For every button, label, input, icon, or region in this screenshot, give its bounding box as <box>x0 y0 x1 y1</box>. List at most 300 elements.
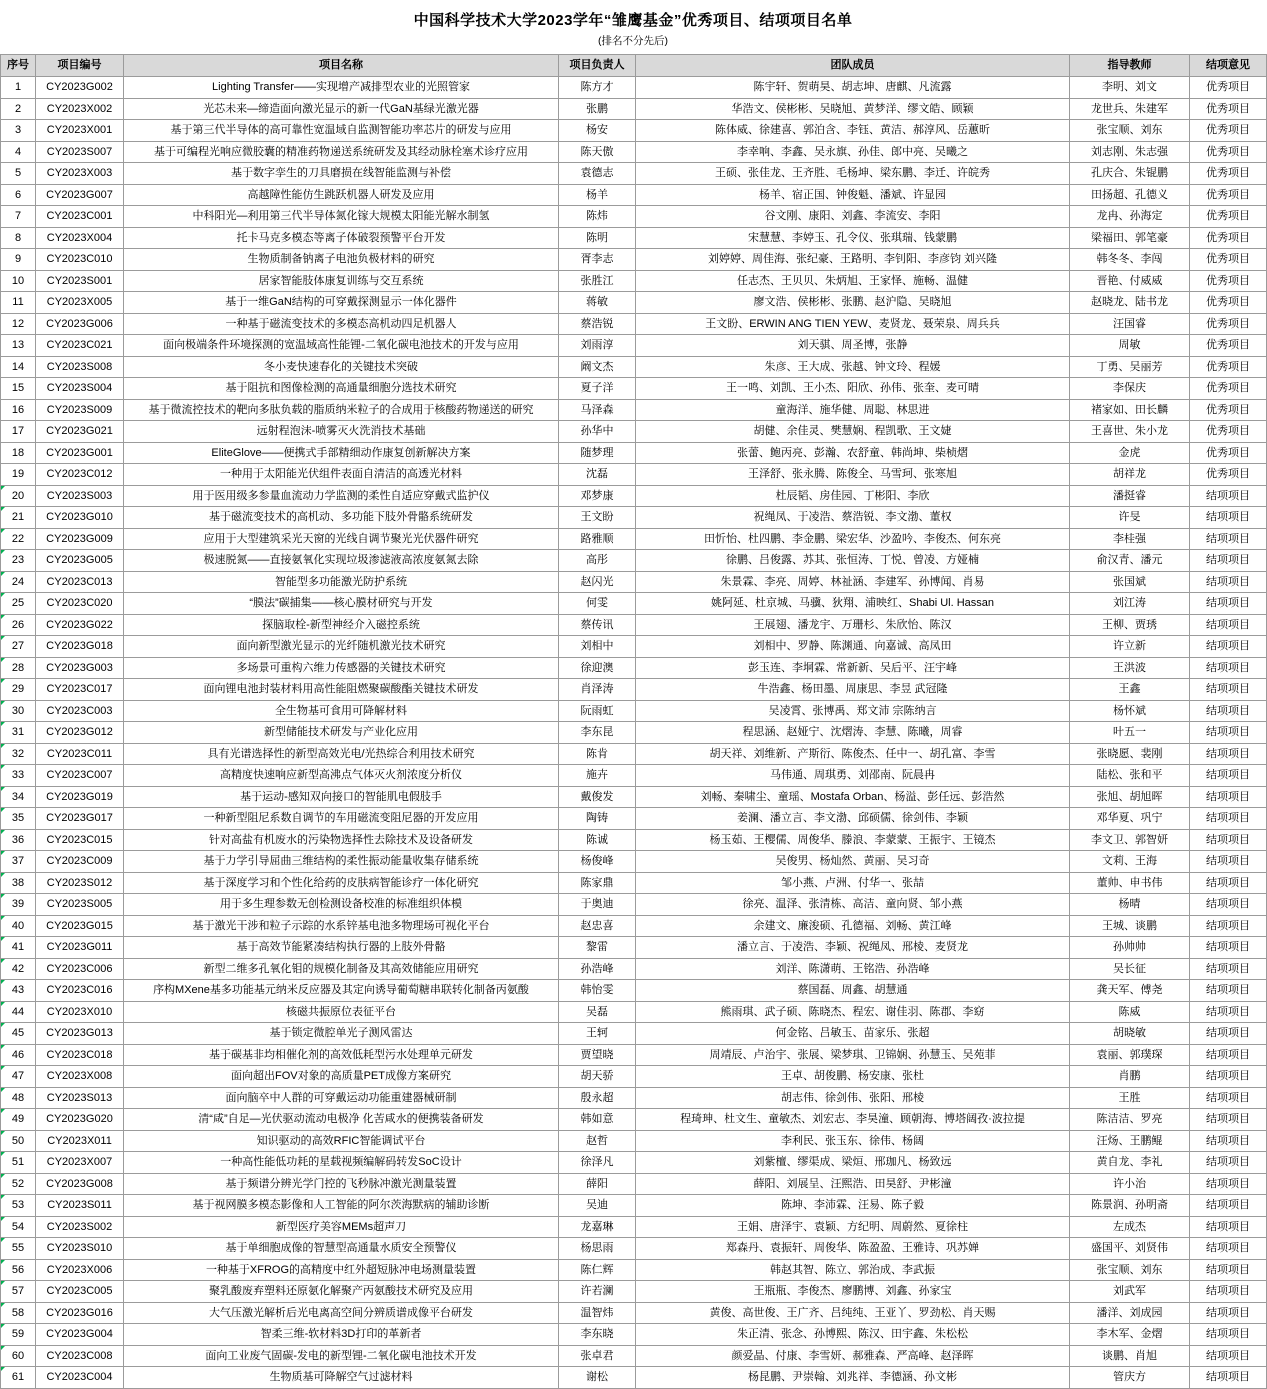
cell-project-name: 一种基于XFROG的高精度中红外超短脉冲电场测量装置 <box>124 1259 559 1281</box>
cell-advisors: 吴长征 <box>1070 958 1190 980</box>
cell-advisors: 龙冉、孙海定 <box>1070 206 1190 228</box>
table-row <box>1 1044 1267 1066</box>
cell-index: 29 <box>1 679 36 701</box>
cell-index: 58 <box>1 1302 36 1324</box>
cell-project-name: 面向锂电池封装材料用高性能阻燃聚碳酸酯关键技术研发 <box>124 679 559 701</box>
cell-opinion: 优秀项目 <box>1190 356 1267 378</box>
cell-opinion: 结项项目 <box>1190 657 1267 679</box>
cell-leader: 薛阳 <box>559 1173 636 1195</box>
cell-project-id: CY2023G003 <box>36 657 124 679</box>
cell-project-id: CY2023G005 <box>36 550 124 572</box>
cell-opinion: 结项项目 <box>1190 614 1267 636</box>
cell-project-id: CY2023G021 <box>36 421 124 443</box>
cell-members: 程琦珅、杜文生、童敏杰、刘宏志、李昊潼、顾朝海、博塔阔孜·波拉提 <box>636 1109 1070 1131</box>
cell-project-name: 远射程泡沫-喷雾灭火洗消技术基础 <box>124 421 559 443</box>
table-row <box>1 700 1267 722</box>
cell-opinion: 结项项目 <box>1190 1345 1267 1367</box>
cell-index: 7 <box>1 206 36 228</box>
cell-index: 44 <box>1 1001 36 1023</box>
cell-project-id: CY2023S008 <box>36 356 124 378</box>
cell-leader: 陈明 <box>559 227 636 249</box>
cell-index: 45 <box>1 1023 36 1045</box>
cell-opinion: 结项项目 <box>1190 571 1267 593</box>
cell-advisors: 张宝顺、刘东 <box>1070 1259 1190 1281</box>
cell-advisors: 许旻 <box>1070 507 1190 529</box>
table-row <box>1 657 1267 679</box>
cell-members: 刘洋、陈潇萌、王铭浩、孙浩峰 <box>636 958 1070 980</box>
cell-members: 黄俊、高世俊、王广齐、吕纯纯、王亚丫、罗劲松、肖天赐 <box>636 1302 1070 1324</box>
cell-members: 杨羊、宿正国、钟俊魁、潘斌、许显园 <box>636 184 1070 206</box>
cell-leader: 杨思雨 <box>559 1238 636 1260</box>
cell-project-id: CY2023S009 <box>36 399 124 421</box>
cell-opinion: 优秀项目 <box>1190 399 1267 421</box>
table-row <box>1 313 1267 335</box>
cell-leader: 刘相中 <box>559 636 636 658</box>
cell-index: 59 <box>1 1324 36 1346</box>
cell-leader: 孙浩峰 <box>559 958 636 980</box>
cell-leader: 随梦理 <box>559 442 636 464</box>
cell-index: 48 <box>1 1087 36 1109</box>
cell-project-id: CY2023X002 <box>36 98 124 120</box>
cell-opinion: 优秀项目 <box>1190 313 1267 335</box>
cell-leader: 张鹏 <box>559 98 636 120</box>
cell-opinion: 优秀项目 <box>1190 464 1267 486</box>
table-row <box>1 915 1267 937</box>
document-header <box>0 0 1266 54</box>
cell-opinion: 结项项目 <box>1190 1195 1267 1217</box>
cell-project-name: 面向脑卒中人群的可穿戴运动功能重建器械研制 <box>124 1087 559 1109</box>
cell-members: 陈坤、李沛霖、汪易、陈子毅 <box>636 1195 1070 1217</box>
cell-project-id: CY2023X008 <box>36 1066 124 1088</box>
cell-opinion: 结项项目 <box>1190 872 1267 894</box>
cell-index: 11 <box>1 292 36 314</box>
cell-project-id: CY2023G010 <box>36 507 124 529</box>
table-row <box>1 1130 1267 1152</box>
cell-advisors: 陈威 <box>1070 1001 1190 1023</box>
cell-index: 4 <box>1 141 36 163</box>
cell-leader: 许若澜 <box>559 1281 636 1303</box>
cell-leader: 路雅顺 <box>559 528 636 550</box>
cell-project-id: CY2023C012 <box>36 464 124 486</box>
cell-index: 6 <box>1 184 36 206</box>
cell-project-id: CY2023G011 <box>36 937 124 959</box>
col-header-advisors: 指导教师 <box>1070 55 1190 77</box>
cell-advisors: 王洪波 <box>1070 657 1190 679</box>
cell-project-name: 基于数字孪生的刀具磨损在线智能监测与补偿 <box>124 163 559 185</box>
table-row <box>1 249 1267 271</box>
cell-project-id: CY2023S005 <box>36 894 124 916</box>
cell-opinion: 结项项目 <box>1190 980 1267 1002</box>
cell-leader: 刘雨淳 <box>559 335 636 357</box>
table-row <box>1 1281 1267 1303</box>
cell-advisors: 王鑫 <box>1070 679 1190 701</box>
cell-opinion: 优秀项目 <box>1190 292 1267 314</box>
cell-leader: 袁德志 <box>559 163 636 185</box>
cell-advisors: 刘武军 <box>1070 1281 1190 1303</box>
cell-advisors: 肖鹏 <box>1070 1066 1190 1088</box>
cell-project-name: 基于阻抗和图像检测的高通量细胞分选技术研究 <box>124 378 559 400</box>
cell-index: 37 <box>1 851 36 873</box>
cell-leader: 肖泽涛 <box>559 679 636 701</box>
table-row <box>1 464 1267 486</box>
cell-advisors: 金虎 <box>1070 442 1190 464</box>
cell-index: 12 <box>1 313 36 335</box>
cell-leader: 韩怡雯 <box>559 980 636 1002</box>
cell-project-id: CY2023C001 <box>36 206 124 228</box>
table-row <box>1 1216 1267 1238</box>
cell-project-name: 大气压激光解析后光电离高空间分辨质谱成像平台研发 <box>124 1302 559 1324</box>
cell-project-id: CY2023X005 <box>36 292 124 314</box>
cell-project-name: 知识驱动的高效RFIC智能调试平台 <box>124 1130 559 1152</box>
cell-project-id: CY2023C013 <box>36 571 124 593</box>
cell-opinion: 结项项目 <box>1190 1001 1267 1023</box>
cell-opinion: 结项项目 <box>1190 958 1267 980</box>
cell-project-name: 中科阳光—利用第三代半导体氮化镓大规模太阳能光解水制氢 <box>124 206 559 228</box>
cell-project-id: CY2023C006 <box>36 958 124 980</box>
cell-advisors: 杨晴 <box>1070 894 1190 916</box>
cell-advisors: 孙帅帅 <box>1070 937 1190 959</box>
cell-advisors: 陈洁洁、罗亮 <box>1070 1109 1190 1131</box>
cell-project-name: 基于微流控技术的靶向多肽负载的脂质纳米粒子的合成用于核酸药物递送的研究 <box>124 399 559 421</box>
cell-leader: 戴俊发 <box>559 786 636 808</box>
cell-index: 40 <box>1 915 36 937</box>
cell-index: 55 <box>1 1238 36 1260</box>
cell-project-id: CY2023X007 <box>36 1152 124 1174</box>
cell-leader: 陈仁辉 <box>559 1259 636 1281</box>
cell-project-id: CY2023S011 <box>36 1195 124 1217</box>
cell-leader: 蔡浩锐 <box>559 313 636 335</box>
cell-opinion: 结项项目 <box>1190 1109 1267 1131</box>
cell-opinion: 结项项目 <box>1190 829 1267 851</box>
cell-opinion: 优秀项目 <box>1190 206 1267 228</box>
table-body <box>1 77 1267 1389</box>
cell-leader: 陈方才 <box>559 77 636 99</box>
table-row <box>1 614 1267 636</box>
cell-members: 彭玉连、李垌霖、常新新、吴后平、汪宇峰 <box>636 657 1070 679</box>
cell-advisors: 王城、谈鹏 <box>1070 915 1190 937</box>
cell-project-name: 基于深度学习和个性化给药的皮肤病智能诊疗一体化研究 <box>124 872 559 894</box>
cell-members: 杜辰韬、房佳园、丁彬阳、李欣 <box>636 485 1070 507</box>
cell-index: 38 <box>1 872 36 894</box>
cell-opinion: 结项项目 <box>1190 1130 1267 1152</box>
cell-members: 徐鹏、吕俊露、苏其、张恒涛、丁悦、曾凌、方娅楠 <box>636 550 1070 572</box>
cell-leader: 阮雨虹 <box>559 700 636 722</box>
cell-advisors: 丁勇、吴丽芳 <box>1070 356 1190 378</box>
cell-members: 刘相中、罗静、陈渊通、向嘉诚、高凤田 <box>636 636 1070 658</box>
cell-project-id: CY2023C004 <box>36 1367 124 1389</box>
table-row <box>1 1238 1267 1260</box>
cell-advisors: 盛国平、刘贤伟 <box>1070 1238 1190 1260</box>
cell-advisors: 张旭、胡旭晖 <box>1070 786 1190 808</box>
cell-advisors: 孔庆合、朱锟鹏 <box>1070 163 1190 185</box>
cell-project-name: 智能型多功能激光防护系统 <box>124 571 559 593</box>
cell-members: 刘婷婷、周佳海、张纪豪、王路明、李钊阳、李彦钧 刘兴隆 <box>636 249 1070 271</box>
cell-project-name: 一种用于太阳能光伏组件表面自清洁的高透光材料 <box>124 464 559 486</box>
cell-opinion: 结项项目 <box>1190 507 1267 529</box>
table-row <box>1 636 1267 658</box>
cell-members: 胡天祥、刘维新、产斯衍、陈俊杰、任中一、胡孔富、李雪 <box>636 743 1070 765</box>
cell-opinion: 结项项目 <box>1190 743 1267 765</box>
table-row <box>1 1302 1267 1324</box>
cell-members: 薛阳、刘展呈、汪熙浩、田昊舒、尹彬潼 <box>636 1173 1070 1195</box>
cell-project-id: CY2023S012 <box>36 872 124 894</box>
cell-advisors: 叶五一 <box>1070 722 1190 744</box>
cell-members: 徐亮、温泽、张清栋、高洁、童向贤、邹小燕 <box>636 894 1070 916</box>
cell-project-id: CY2023C008 <box>36 1345 124 1367</box>
table-row <box>1 958 1267 980</box>
cell-project-id: CY2023C018 <box>36 1044 124 1066</box>
cell-project-name: 多场景可重构六维力传感器的关键技术研究 <box>124 657 559 679</box>
cell-project-name: 清“咸”自足—光伏驱动流动电极净 化苦咸水的便携装备研发 <box>124 1109 559 1131</box>
cell-opinion: 结项项目 <box>1190 1023 1267 1045</box>
cell-leader: 赵哲 <box>559 1130 636 1152</box>
cell-leader: 陈炜 <box>559 206 636 228</box>
cell-advisors: 李桂强 <box>1070 528 1190 550</box>
cell-project-name: 基于运动-感知双向接口的智能肌电假肢手 <box>124 786 559 808</box>
cell-project-id: CY2023C007 <box>36 765 124 787</box>
cell-members: 王一鸣、刘凯、王小杰、阳欣、孙伟、张奎、麦可晴 <box>636 378 1070 400</box>
cell-advisors: 李明、刘文 <box>1070 77 1190 99</box>
table-row <box>1 227 1267 249</box>
cell-members: 吴凌霄、张博禹、郑文沛 宗陈纳言 <box>636 700 1070 722</box>
cell-leader: 胥李志 <box>559 249 636 271</box>
cell-project-id: CY2023S004 <box>36 378 124 400</box>
cell-opinion: 结项项目 <box>1190 1152 1267 1174</box>
cell-opinion: 结项项目 <box>1190 786 1267 808</box>
cell-index: 16 <box>1 399 36 421</box>
cell-opinion: 结项项目 <box>1190 851 1267 873</box>
cell-advisors: 胡晓敏 <box>1070 1023 1190 1045</box>
cell-opinion: 优秀项目 <box>1190 120 1267 142</box>
cell-index: 53 <box>1 1195 36 1217</box>
cell-project-name: 新型二维多孔氧化钼的规模化制备及其高效储能应用研究 <box>124 958 559 980</box>
cell-opinion: 优秀项目 <box>1190 98 1267 120</box>
table-row <box>1 1087 1267 1109</box>
cell-opinion: 优秀项目 <box>1190 227 1267 249</box>
cell-members: 马伟通、周琪勇、刘邵南、阮晨冉 <box>636 765 1070 787</box>
cell-leader: 吴磊 <box>559 1001 636 1023</box>
cell-advisors: 张国斌 <box>1070 571 1190 593</box>
cell-project-name: 极速脱氮——直接氨氧化实现垃圾渗滤液高浓度氨氮去除 <box>124 550 559 572</box>
cell-advisors: 李木军、金熠 <box>1070 1324 1190 1346</box>
cell-advisors: 董帅、申书伟 <box>1070 872 1190 894</box>
cell-index: 49 <box>1 1109 36 1131</box>
cell-project-name: 居家智能肢体康复训练与交互系统 <box>124 270 559 292</box>
cell-project-name: 新型储能技术研发与产业化应用 <box>124 722 559 744</box>
table-row <box>1 1367 1267 1389</box>
cell-opinion: 结项项目 <box>1190 593 1267 615</box>
table-row <box>1 894 1267 916</box>
cell-leader: 吴迪 <box>559 1195 636 1217</box>
cell-project-id: CY2023C010 <box>36 249 124 271</box>
cell-opinion: 优秀项目 <box>1190 335 1267 357</box>
cell-project-id: CY2023C005 <box>36 1281 124 1303</box>
cell-members: 熊雨琪、武子硕、陈晓杰、程宏、谢佳羽、陈郡、李窈 <box>636 1001 1070 1023</box>
cell-leader: 陶铸 <box>559 808 636 830</box>
cell-index: 54 <box>1 1216 36 1238</box>
cell-index: 26 <box>1 614 36 636</box>
cell-opinion: 结项项目 <box>1190 1044 1267 1066</box>
cell-project-id: CY2023G019 <box>36 786 124 808</box>
cell-index: 35 <box>1 808 36 830</box>
cell-members: 胡健、余佳灵、樊慧娴、程凯歌、王文婕 <box>636 421 1070 443</box>
cell-opinion: 结项项目 <box>1190 1238 1267 1260</box>
cell-project-name: 用于多生理参数无创检测设备校准的标准组织体模 <box>124 894 559 916</box>
table-row <box>1 292 1267 314</box>
cell-project-name: “膜法”碳捕集——核心膜材研究与开发 <box>124 593 559 615</box>
cell-members: 周靖辰、卢治宇、张展、梁梦琪、卫锦娴、孙慧玉、吴苑菲 <box>636 1044 1070 1066</box>
cell-members: 何金铭、吕敏玉、苗家乐、张超 <box>636 1023 1070 1045</box>
cell-advisors: 左成杰 <box>1070 1216 1190 1238</box>
cell-project-id: CY2023C003 <box>36 700 124 722</box>
cell-project-id: CY2023C015 <box>36 829 124 851</box>
cell-index: 3 <box>1 120 36 142</box>
cell-index: 22 <box>1 528 36 550</box>
cell-project-id: CY2023G015 <box>36 915 124 937</box>
cell-leader: 张胜江 <box>559 270 636 292</box>
cell-leader: 胡天骄 <box>559 1066 636 1088</box>
table-row <box>1 141 1267 163</box>
cell-members: 田忻怡、杜四鹏、李金鹏、梁宏华、沙盈吟、李俊杰、何东亮 <box>636 528 1070 550</box>
cell-opinion: 结项项目 <box>1190 485 1267 507</box>
cell-members: 王硕、张佳龙、王齐胜、毛杨坤、梁东鹏、李迁、许皖秀 <box>636 163 1070 185</box>
page-title: 中国科学技术大学2023学年“雏鹰基金”优秀项目、结项项目名单 <box>413 12 853 29</box>
cell-advisors: 陈景润、孙明斋 <box>1070 1195 1190 1217</box>
cell-opinion: 结项项目 <box>1190 1216 1267 1238</box>
cell-members: 王瓶瓶、李俊杰、廖鹏博、刘鑫、孙家宝 <box>636 1281 1070 1303</box>
cell-leader: 何雯 <box>559 593 636 615</box>
cell-advisors: 褚家如、田长麟 <box>1070 399 1190 421</box>
cell-project-name: 基于碳基非均相催化剂的高效低耗型污水处理单元研发 <box>124 1044 559 1066</box>
cell-leader: 邓梦康 <box>559 485 636 507</box>
cell-leader: 杨羊 <box>559 184 636 206</box>
table-row <box>1 98 1267 120</box>
cell-opinion: 结项项目 <box>1190 722 1267 744</box>
cell-index: 33 <box>1 765 36 787</box>
table-row <box>1 808 1267 830</box>
cell-advisors: 胡祥龙 <box>1070 464 1190 486</box>
cell-leader: 徐迎澳 <box>559 657 636 679</box>
table-row <box>1 786 1267 808</box>
cell-members: 宋慧慧、李婷玉、孔令仪、张琪瑞、钱蒙鹏 <box>636 227 1070 249</box>
cell-opinion: 优秀项目 <box>1190 77 1267 99</box>
cell-advisors: 龚天军、傅尧 <box>1070 980 1190 1002</box>
table-row <box>1 550 1267 572</box>
cell-project-id: CY2023G001 <box>36 442 124 464</box>
cell-project-id: CY2023G016 <box>36 1302 124 1324</box>
cell-leader: 夏子洋 <box>559 378 636 400</box>
table-row <box>1 980 1267 1002</box>
cell-advisors: 俞汉青、潘元 <box>1070 550 1190 572</box>
cell-opinion: 结项项目 <box>1190 915 1267 937</box>
cell-opinion: 结项项目 <box>1190 1087 1267 1109</box>
cell-opinion: 优秀项目 <box>1190 442 1267 464</box>
cell-opinion: 结项项目 <box>1190 1259 1267 1281</box>
cell-members: 陈体威、徐建喜、郭泊含、李钰、黄洁、郝淳风、岳蕙昕 <box>636 120 1070 142</box>
table-row <box>1 442 1267 464</box>
cell-index: 31 <box>1 722 36 744</box>
cell-opinion: 优秀项目 <box>1190 249 1267 271</box>
cell-opinion: 结项项目 <box>1190 636 1267 658</box>
cell-index: 25 <box>1 593 36 615</box>
cell-project-id: CY2023G012 <box>36 722 124 744</box>
cell-index: 61 <box>1 1367 36 1389</box>
cell-members: 韩赵其智、陈立、郭治成、李武振 <box>636 1259 1070 1281</box>
col-header-members: 团队成员 <box>636 55 1070 77</box>
cell-advisors: 晋艳、付威威 <box>1070 270 1190 292</box>
cell-advisors: 刘志刚、朱志强 <box>1070 141 1190 163</box>
cell-project-name: 基于单细胞成像的智慧型高通量水质安全预警仪 <box>124 1238 559 1260</box>
cell-advisors: 田扬超、孔德义 <box>1070 184 1190 206</box>
cell-advisors: 陆松、张和平 <box>1070 765 1190 787</box>
cell-leader: 高彤 <box>559 550 636 572</box>
cell-index: 13 <box>1 335 36 357</box>
cell-project-id: CY2023G020 <box>36 1109 124 1131</box>
cell-opinion: 结项项目 <box>1190 1173 1267 1195</box>
cell-members: 朱景霖、李亮、周婷、林祉涵、李建军、孙博闻、肖易 <box>636 571 1070 593</box>
cell-project-name: 面向超出FOV对象的高质量PET成像方案研究 <box>124 1066 559 1088</box>
cell-opinion: 优秀项目 <box>1190 270 1267 292</box>
cell-members: 朱正清、张念、孙博熙、陈汉、田宇鑫、朱松松 <box>636 1324 1070 1346</box>
cell-opinion: 结项项目 <box>1190 1324 1267 1346</box>
cell-project-id: CY2023G008 <box>36 1173 124 1195</box>
cell-opinion: 结项项目 <box>1190 528 1267 550</box>
cell-leader: 龙嘉琳 <box>559 1216 636 1238</box>
cell-project-name: 核磁共振原位表征平台 <box>124 1001 559 1023</box>
cell-project-name: 托卡马克多模态等离子体破裂预警平台开发 <box>124 227 559 249</box>
cell-index: 14 <box>1 356 36 378</box>
cell-project-name: 基于视网膜多模态影像和人工智能的阿尔茨海默病的辅助诊断 <box>124 1195 559 1217</box>
cell-project-name: 冬小麦快速春化的关键技术突破 <box>124 356 559 378</box>
cell-members: 郑森丹、袁振轩、周俊华、陈盈盈、王雅诗、巩苏婵 <box>636 1238 1070 1260</box>
cell-project-name: EliteGlove——便携式手部精细动作康复创新解决方案 <box>124 442 559 464</box>
table-row <box>1 507 1267 529</box>
cell-opinion: 结项项目 <box>1190 550 1267 572</box>
cell-project-name: 智柔三维-软材料3D打印的革新者 <box>124 1324 559 1346</box>
table-row <box>1 270 1267 292</box>
table-row <box>1 1152 1267 1174</box>
cell-index: 17 <box>1 421 36 443</box>
cell-project-id: CY2023G013 <box>36 1023 124 1045</box>
cell-index: 32 <box>1 743 36 765</box>
cell-project-id: CY2023X010 <box>36 1001 124 1023</box>
cell-leader: 李东晓 <box>559 1324 636 1346</box>
cell-project-name: 基于一维GaN结构的可穿戴探测显示一体化器件 <box>124 292 559 314</box>
cell-project-name: 一种高性能低功耗的星载视频编解码转发SoC设计 <box>124 1152 559 1174</box>
cell-advisors: 王喜世、朱小龙 <box>1070 421 1190 443</box>
cell-leader: 蒋敏 <box>559 292 636 314</box>
cell-members: 潘立言、于凌浩、李颖、祝绳凤、邢棱、麦贤龙 <box>636 937 1070 959</box>
cell-project-name: 基于高效节能紧凑结构执行器的上肢外骨骼 <box>124 937 559 959</box>
cell-members: 刘紫檀、缪渠成、梁烜、邢珈凡、杨致远 <box>636 1152 1070 1174</box>
cell-project-id: CY2023X004 <box>36 227 124 249</box>
cell-project-id: CY2023S002 <box>36 1216 124 1238</box>
cell-index: 60 <box>1 1345 36 1367</box>
cell-project-id: CY2023G002 <box>36 77 124 99</box>
cell-members: 华浩文、侯彬彬、吴晓旭、黄梦洋、缪文皓、顾颖 <box>636 98 1070 120</box>
cell-project-id: CY2023S003 <box>36 485 124 507</box>
cell-index: 1 <box>1 77 36 99</box>
cell-project-name: 新型医疗美容MEMs超声刀 <box>124 1216 559 1238</box>
cell-index: 47 <box>1 1066 36 1088</box>
cell-advisors: 赵晓龙、陆书龙 <box>1070 292 1190 314</box>
cell-project-name: 高精度快速响应新型高沸点气体灭火剂浓度分析仪 <box>124 765 559 787</box>
cell-index: 20 <box>1 485 36 507</box>
cell-project-id: CY2023C009 <box>36 851 124 873</box>
cell-leader: 施卉 <box>559 765 636 787</box>
table-row <box>1 1173 1267 1195</box>
cell-leader: 贾望晓 <box>559 1044 636 1066</box>
